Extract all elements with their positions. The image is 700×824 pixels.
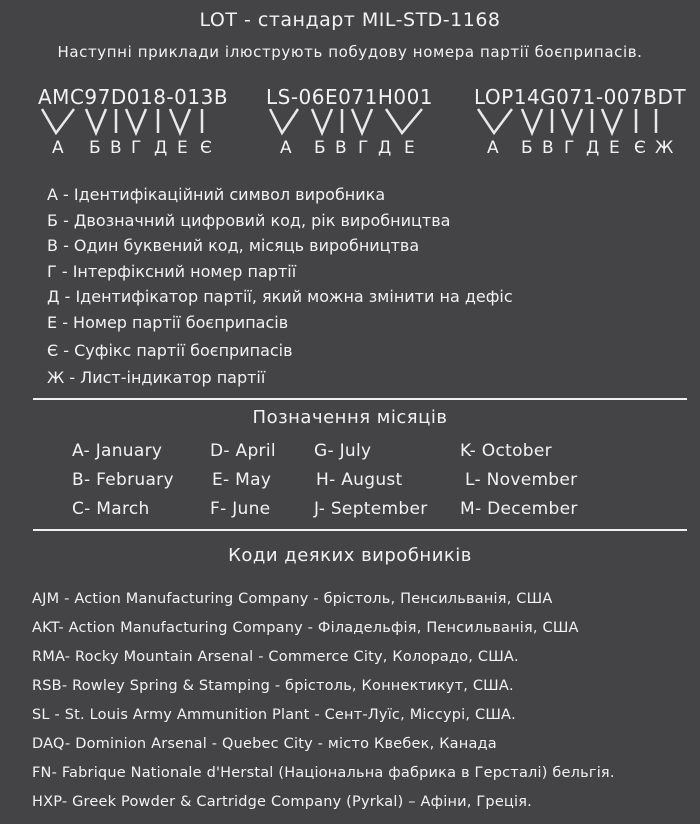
segment-letter: Б	[89, 138, 101, 158]
segment-letters	[0, 138, 700, 160]
legend-item: Д - Ідентифікатор партії, який можна змінити на дефіс	[47, 287, 513, 306]
segment-letter: А	[52, 138, 64, 158]
segment-letter: Д	[378, 138, 392, 158]
segment-letter: Б	[314, 138, 326, 158]
page-title: LOT - стандарт MIL-STD-1168	[199, 9, 501, 31]
segment-letter: Е	[609, 138, 620, 158]
lot-example-code: AMC97D018-013B	[38, 85, 229, 109]
month-code: C- March	[72, 499, 150, 519]
segment-letter: А	[487, 138, 499, 158]
segment-letter: Г	[358, 138, 369, 158]
segment-letter: В	[335, 138, 347, 158]
legend-item: Ж - Лист-індикатор партії	[47, 368, 266, 387]
month-code: J- September	[314, 499, 428, 519]
legend-item: А - Ідентифікаційний символ виробника	[47, 185, 386, 204]
legend-item: Г - Інтерфіксний номер партії	[47, 262, 297, 281]
segment-letter: Д	[586, 138, 600, 158]
month-code: E- May	[212, 470, 272, 490]
months-title: Позначення місяців	[252, 407, 448, 428]
month-code: A- January	[72, 441, 163, 461]
segment-markers	[268, 107, 428, 135]
manufacturer-item: AKT- Action Manufacturing Company - Філадельфія, Пенсильванія, США	[32, 620, 579, 636]
segment-letter: Г	[131, 138, 142, 158]
segment-markers	[476, 107, 676, 135]
manufacturer-item: DAQ- Dominion Arsenal - Quebec City - місто Квебек, Канада	[32, 736, 497, 752]
divider	[33, 529, 687, 531]
legend-item: Є - Суфікс партії боєприпасів	[47, 341, 293, 360]
manufacturer-item: RMA- Rocky Mountain Arsenal - Commerce City, Колорадо, США.	[32, 649, 519, 665]
divider	[33, 398, 687, 400]
manufacturer-item: FN- Fabrique Nationale d'Herstal (Національна фабрика в Герсталі) бельгія.	[32, 765, 615, 781]
segment-letter: Б	[521, 138, 533, 158]
segment-letter: Є	[200, 138, 212, 158]
lot-example-code: LOP14G071-007BDT	[474, 85, 687, 109]
month-code: G- July	[314, 441, 372, 461]
legend-item: В - Один буквений код, місяць виробництва	[47, 236, 420, 255]
segment-letter: Д	[154, 138, 168, 158]
legend-item: Б - Двозначний цифровий код, рік виробництва	[47, 211, 451, 230]
lot-example-code: LS-06E071H001	[266, 85, 434, 109]
month-code: F- June	[210, 499, 271, 519]
segment-letter: В	[110, 138, 122, 158]
segment-letter: А	[280, 138, 292, 158]
segment-letter: Є	[634, 138, 646, 158]
segment-letter: Г	[564, 138, 575, 158]
month-code: D- April	[210, 441, 276, 461]
page-subtitle: Наступні приклади ілюструють побудову номера партії боєприпасів.	[57, 43, 643, 61]
segment-letter: Ж	[655, 138, 674, 158]
month-code: H- August	[316, 470, 403, 490]
segment-letter: Е	[404, 138, 415, 158]
month-code: L- November	[465, 470, 578, 490]
segment-letter: В	[542, 138, 554, 158]
segment-letter: Е	[177, 138, 188, 158]
manufacturers-title: Коди деяких виробників	[228, 545, 472, 566]
manufacturer-item: RSB- Rowley Spring & Stamping - брістоль, Коннектикут, США.	[32, 678, 514, 694]
manufacturer-item: AJM - Action Manufacturing Company - брістоль, Пенсильванія, США	[32, 591, 553, 607]
manufacturer-item: HXP- Greek Powder & Cartridge Company (Pyrkal) – Афіни, Греція.	[32, 794, 532, 810]
manufacturer-item: SL - St. Louis Army Ammunition Plant - Сент-Луїс, Міссурі, США.	[32, 707, 516, 723]
legend-item: Е - Номер партії боєприпасів	[47, 313, 289, 332]
month-code: M- December	[460, 499, 578, 519]
month-code: B- February	[72, 470, 174, 490]
month-code: K- October	[460, 441, 552, 461]
segment-markers	[40, 107, 220, 135]
